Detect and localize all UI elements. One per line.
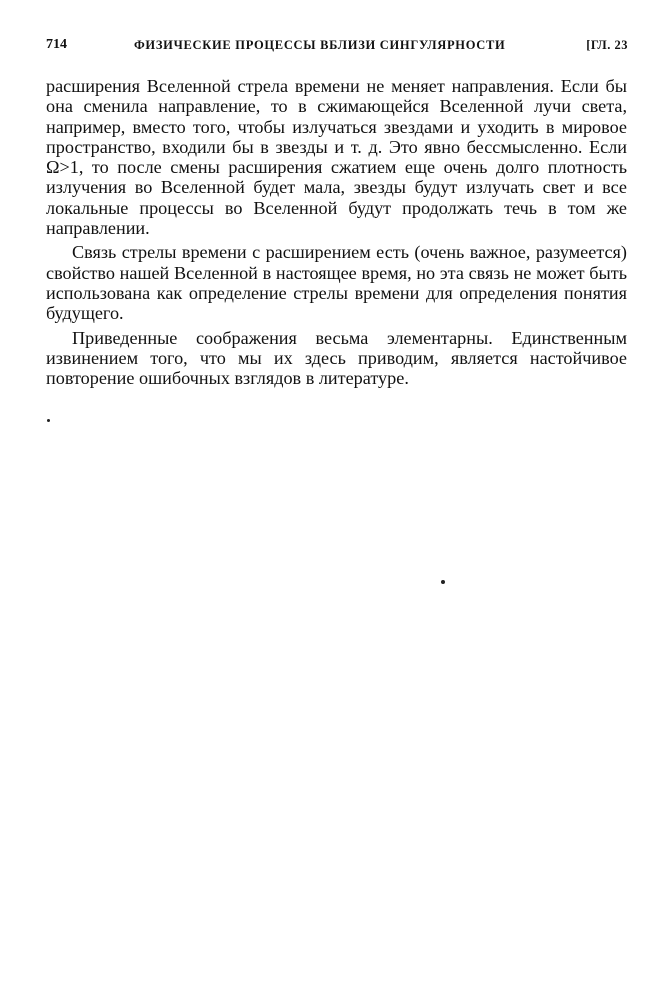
paragraph-conclusion: Приведенные соображения весьма элементарны. Единственным извинением того, что мы их здесь приводим, является настойчивое повторение ошибочных взглядов в литературе. xyxy=(46,327,627,389)
paragraph-continuation: расширения Вселенной стрела времени не меняет направления. Если бы она сменила направление, то в сжимающейся Вселенной лучи света, например, вместо того, чтобы излучаться звездами и уходить в мировое пространство, входили бы в звезды и т. д. Это явно бессмысленно. Если Ω>1, то после смены расширения сжатием еще очень долго плотность излучения во Вселенной будет мала, звезды будут излучать свет и все локальные процессы во Вселенной будут продолжать течь в том же направлении. xyxy=(46,76,627,239)
scan-speck xyxy=(441,580,445,584)
body-text xyxy=(46,76,627,388)
chapter-reference: [ГЛ. 23 xyxy=(586,38,628,52)
running-head xyxy=(46,34,628,56)
paragraph-arrow-of-time: Связь стрелы времени с расширением есть (очень важное, разумеется) свойство нашей Вселенной в настоящее время, но эта связь не может быть использована как определение стрелы времени для определения понятия будущего. xyxy=(46,242,627,324)
running-title: ФИЗИЧЕСКИЕ ПРОЦЕССЫ ВБЛИЗИ СИНГУЛЯРНОСТИ xyxy=(134,38,506,52)
scan-speck xyxy=(47,419,50,422)
page-number: 714 xyxy=(46,37,67,52)
